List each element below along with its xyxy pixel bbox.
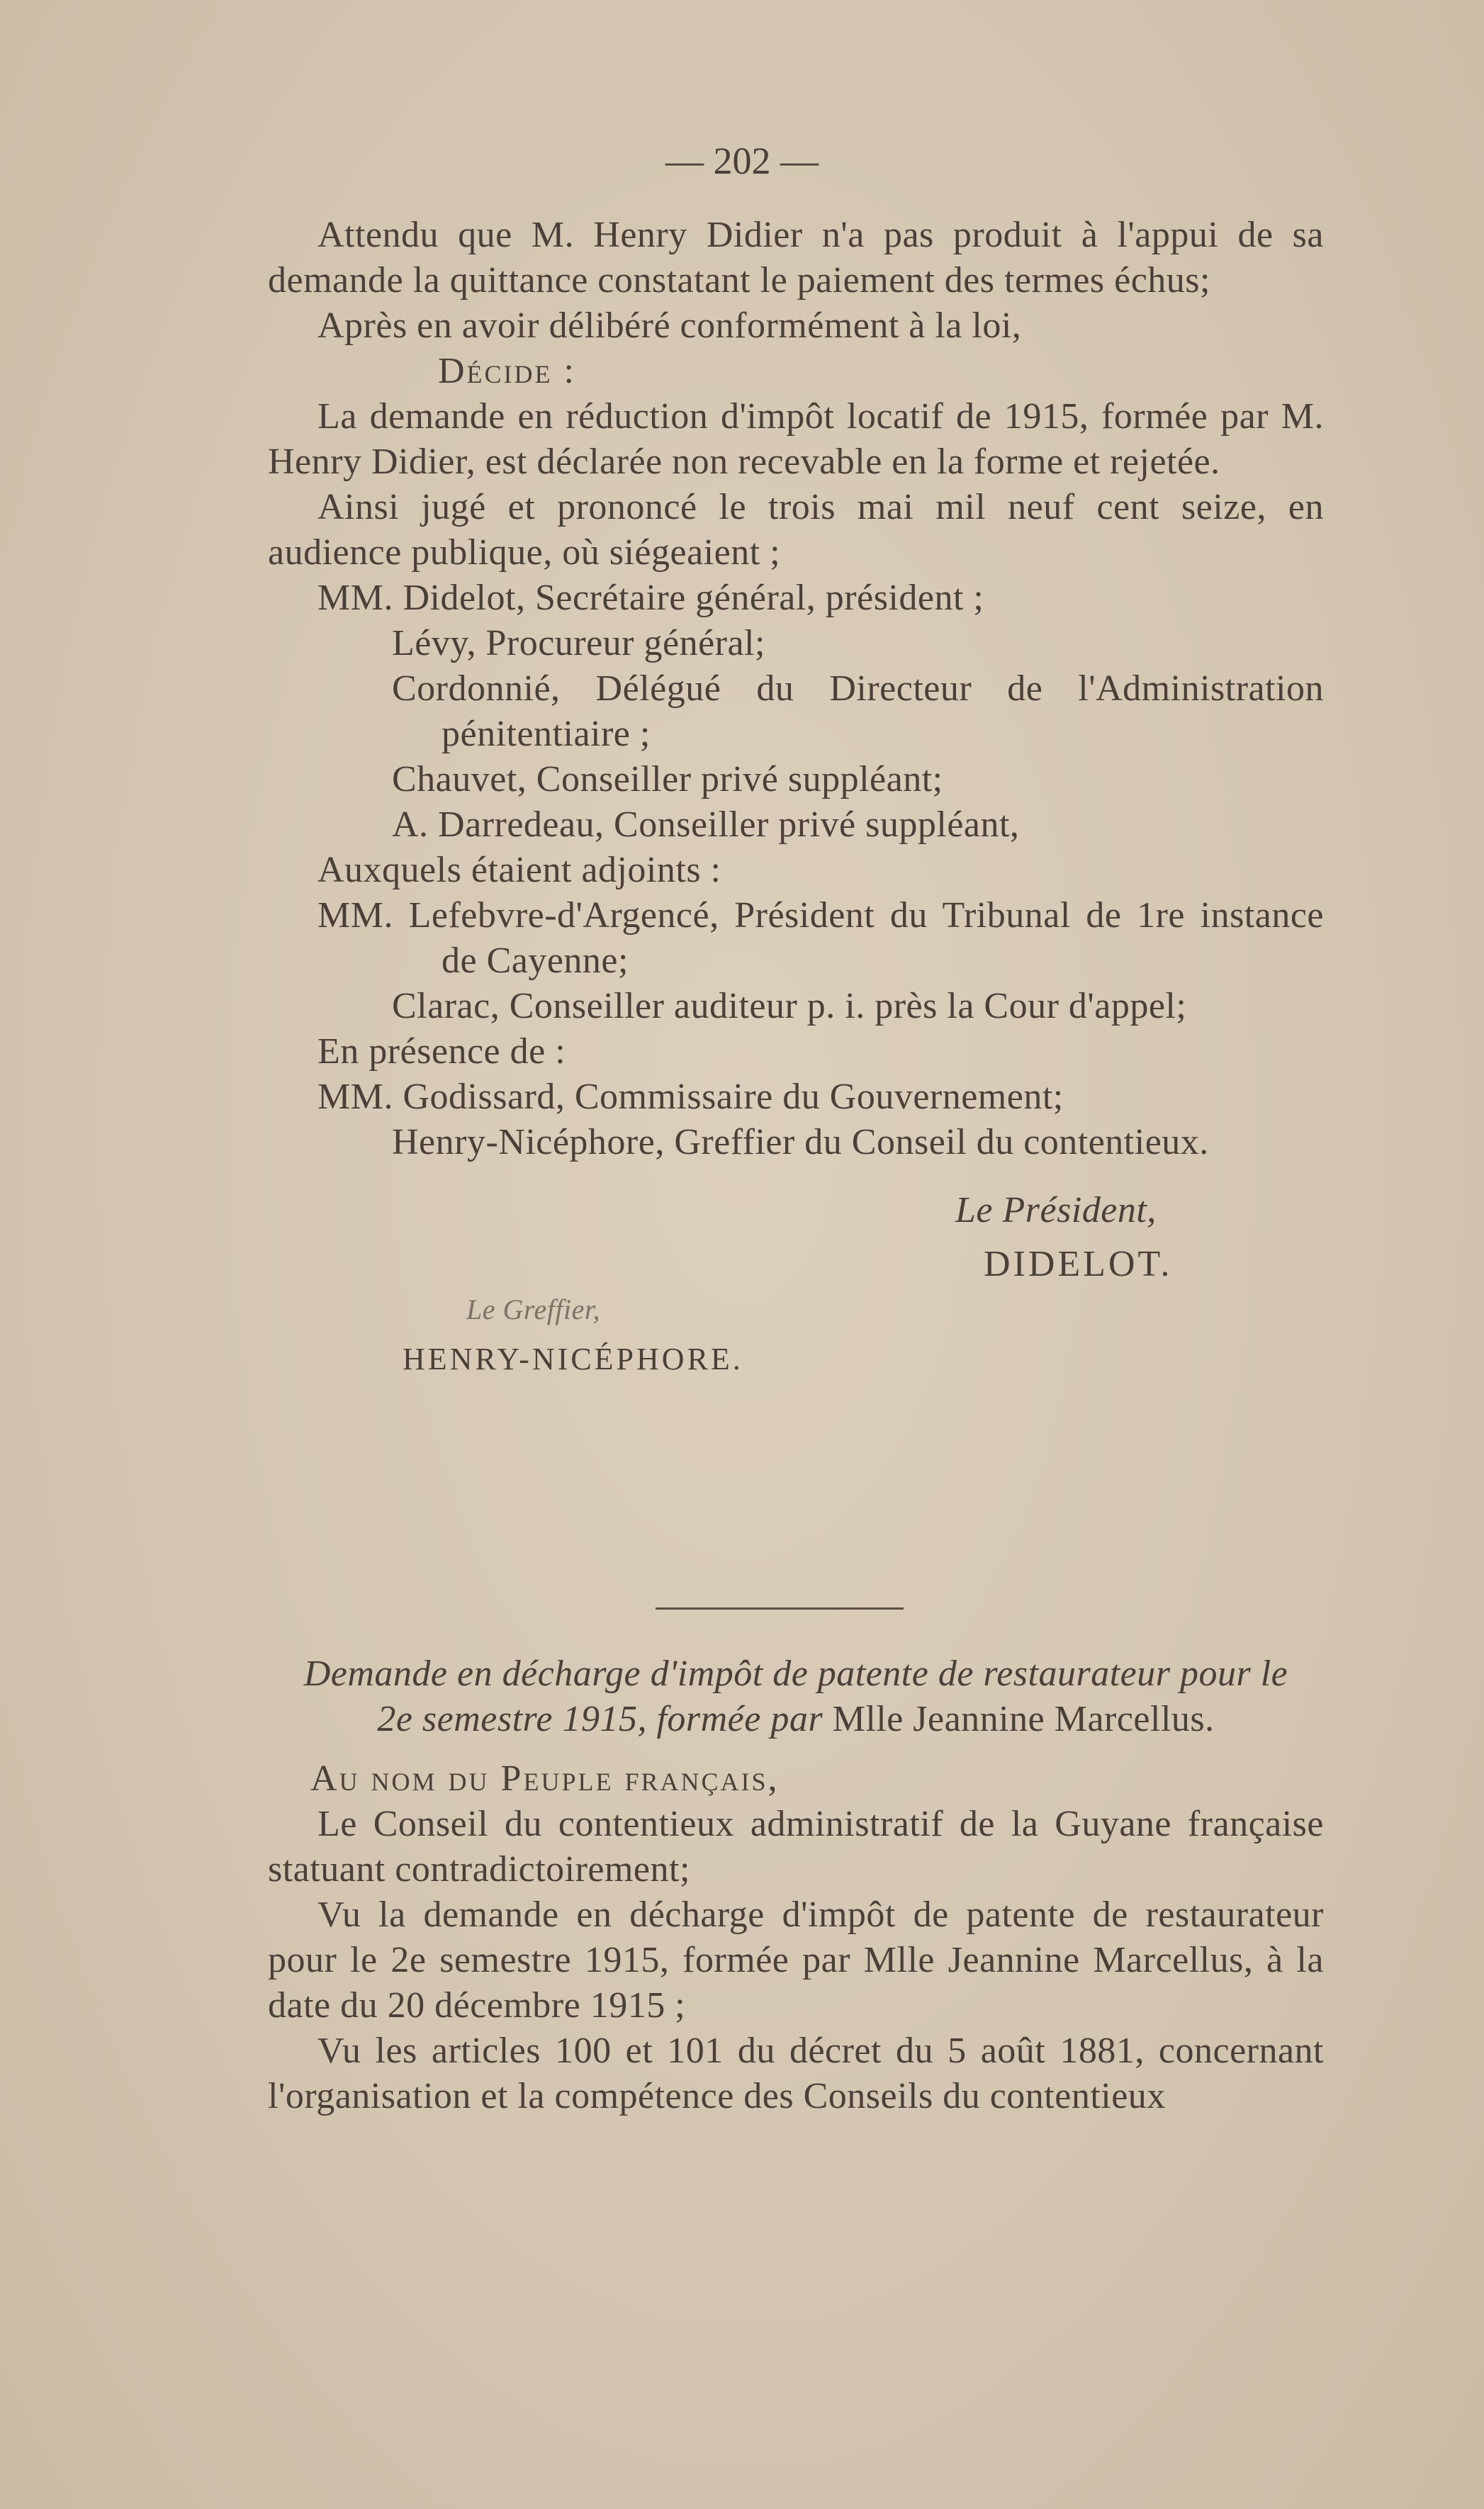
decide-heading: Décide : — [438, 351, 576, 391]
top-section — [268, 213, 1324, 1382]
paragraph-conseil: Le Conseil du contentieux administratif de la Guyane française statuant contradictoirement; — [268, 1804, 1324, 1890]
paragraph-attendu: Attendu que M. Henry Didier n'a pas produit à l'appui de sa demande la quittance constatant le paiement des termes échus; — [268, 215, 1324, 301]
presence-list — [268, 1074, 1324, 1165]
au-nom-heading: Au nom du Peuple français, — [310, 1758, 780, 1799]
presence-item: Henry-Nicéphore, Greffier du Conseil du contentieux. — [392, 1122, 1209, 1162]
president-name: DIDELOT. — [984, 1244, 1173, 1284]
adjoint-item: MM. Lefebvre-d'Argencé, Président du Tribunal de 1re instance de Cayenne; — [317, 895, 1324, 981]
member-item: Lévy, Procureur général; — [392, 623, 765, 663]
paragraph-vu-demande: Vu la demande en décharge d'impôt de patente de restaurateur pour le 2e semestre 1915, formée par Mlle Jeannine Marcellus, à la date du 20 décembre 1915 ; — [268, 1895, 1324, 2026]
bottom-section — [268, 1651, 1324, 2119]
member-item: Cordonnié, Délégué du Directeur de l'Administration pénitentiaire ; — [392, 668, 1324, 754]
presence-intro: En présence de : — [317, 1031, 566, 1072]
presence-item: MM. Godissard, Commissaire du Gouvernement; — [317, 1077, 1064, 1117]
adjoint-item: Clarac, Conseiller auditeur p. i. près la Cour d'appel; — [392, 986, 1187, 1026]
page-number: — 202 — — [665, 140, 819, 182]
president-title: Le Président, — [955, 1190, 1157, 1230]
greffier-name: HENRY-NICÉPHORE. — [403, 1342, 743, 1376]
adjoints-intro: Auxquels étaient adjoints : — [317, 850, 721, 890]
greffier-title: Le Greffier, — [466, 1293, 600, 1325]
case-title: Demande en décharge d'impôt de patente de restaurateur pour le 2e semestre 1915, formée par Mlle Jeannine Marcellus. — [303, 1654, 1288, 1739]
paragraph-apres: Après en avoir délibéré conformément à la loi, — [317, 305, 1022, 346]
member-item: Chauvet, Conseiller privé suppléant; — [392, 759, 943, 799]
paragraph-vu-articles: Vu les articles 100 et 101 du décret du 5 août 1881, concernant l'organisation et la compétence des Conseils du contentieux — [268, 2031, 1324, 2116]
members-list — [268, 576, 1324, 848]
paragraph-ainsi: Ainsi jugé et prononcé le trois mai mil neuf cent seize, en audience publique, où siégeaient ; — [268, 487, 1324, 573]
member-item: A. Darredeau, Conseiller privé suppléant, — [392, 804, 1020, 845]
section-divider — [656, 1607, 904, 1610]
member-item: MM. Didelot, Secrétaire général, président ; — [317, 578, 984, 618]
adjoints-list — [268, 893, 1324, 1029]
paragraph-demande: La demande en réduction d'impôt locatif de 1915, formée par M. Henry Didier, est déclarée non recevable en la forme et rejetée. — [268, 396, 1324, 482]
